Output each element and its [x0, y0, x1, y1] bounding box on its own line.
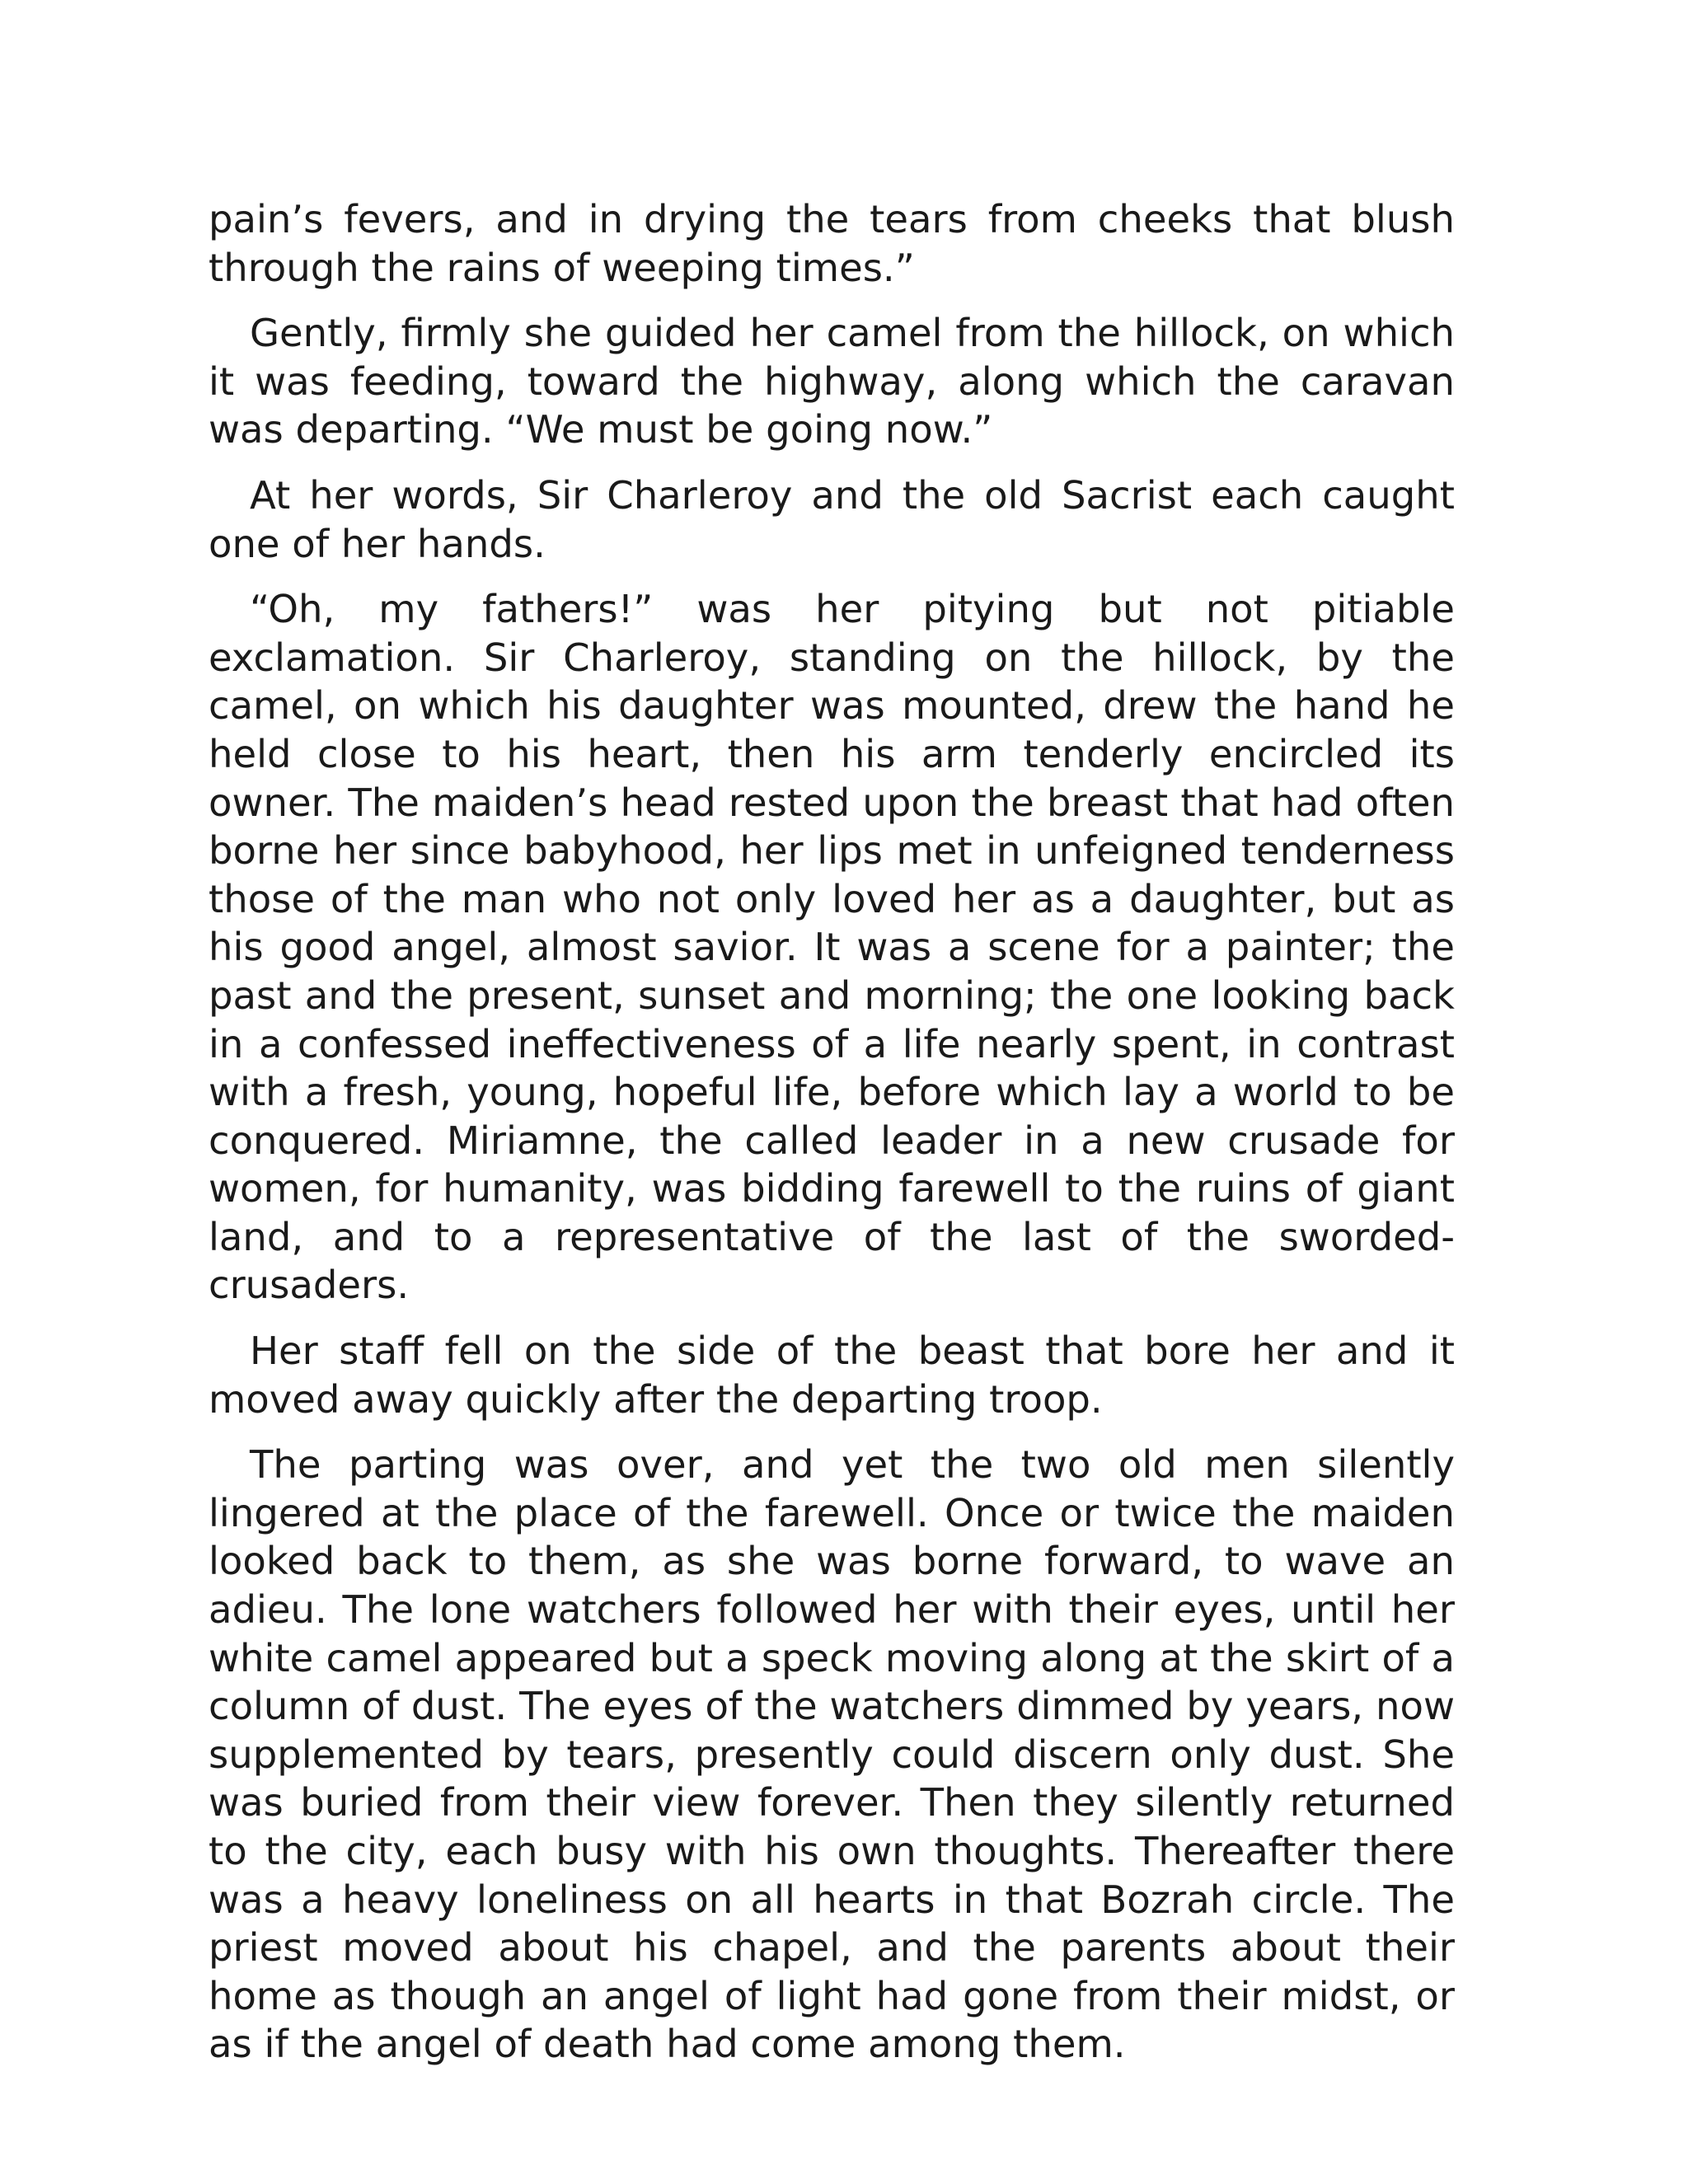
paragraph-staff-fell: Her staff fell on the side of the beast that bore her and it moved away quickly after the departing troop. — [209, 1329, 1455, 1422]
paragraph-farewell-embrace: “Oh, my fathers!” was her pitying but not pitiable exclamation. Sir Charleroy, standing on the hillock, by the camel, on which his daughter was mounted, drew the hand he held close to his heart, then his arm tenderly encircled its owner. The maiden’s head rested upon the breast that had often borne her since babyhood, her lips met in unfeigned tenderness those of the man who not only loved her as a daughter, but as his good angel, almost savior. It was a scene for a painter; the past and the present, sunset and morning; the one looking back in a confessed ineffectiveness of a life nearly spent, in contrast with a fresh, young, hopeful life, before which lay a world to be conquered. Miriamne, the called leader in a new crusade for women, for humanity, was bidding farewell to the ruins of giant land, and to a representative of the last of the sworded-crusaders. — [209, 587, 1455, 1308]
paragraph-hands-caught: At her words, Sir Charleroy and the old Sacrist each caught one of her hands. — [209, 472, 1455, 566]
paragraph-parting-over: The parting was over, and yet the two old men silently lingered at the place of the farewell. Once or twice the maiden looked back to them, as she was borne forward, to wave an adieu. The lone watchers followed her with their eyes, until her white camel appeared but a speck moving along at the skirt of a column of dust. The eyes of the watchers dimmed by years, now supplemented by tears, presently could discern only dust. She was buried from their view forever. Then they silently returned to the city, each busy with his own thoughts. Thereafter there was a heavy loneliness on all hearts in that Bozrah circle. The priest moved about his chapel, and the parents about their home as though an angel of light had gone from their midst, or as if the angel of death had come among them. — [209, 1442, 1455, 2067]
paragraph-camel-guided: Gently, firmly she guided her camel from the hillock, on which it was feeding, toward the highway, along which the caravan was departing. “We must be going now.” — [209, 311, 1455, 452]
book-page-text — [209, 195, 1455, 2086]
paragraph-continued: pain’s fevers, and in drying the tears from cheeks that blush through the rains of weeping times.” — [209, 197, 1455, 290]
